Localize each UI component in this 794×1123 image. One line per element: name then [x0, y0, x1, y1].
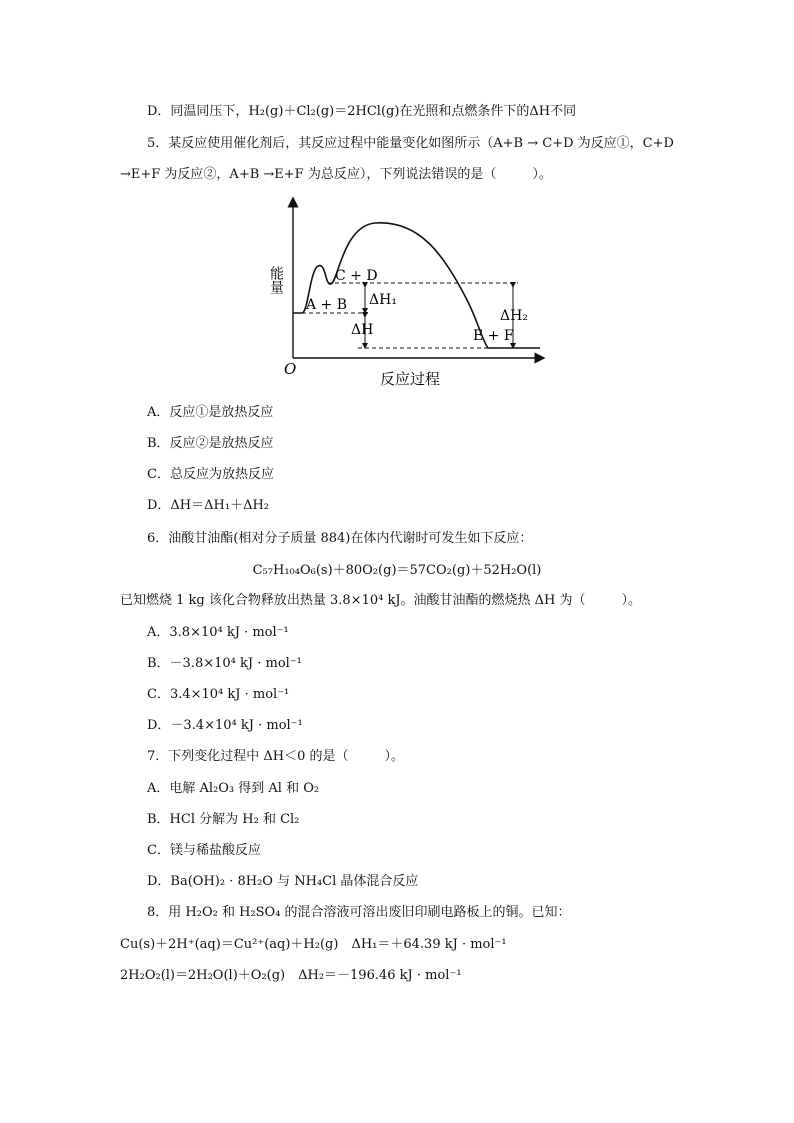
- q5-option-d: D．ΔH＝ΔH₁＋ΔH₂: [147, 498, 270, 513]
- cd-label: C + D: [335, 268, 378, 284]
- q7-option-a: A．电解 Al₂O₃ 得到 Al 和 O₂: [147, 781, 320, 796]
- origin-label: O: [284, 360, 297, 378]
- q7-option-c: C．镁与稀盐酸反应: [147, 843, 261, 858]
- energy-diagram: [268, 192, 558, 392]
- y-axis-label: 能量: [268, 266, 284, 294]
- q6-stem-line3: 已知燃烧 1 kg 该化合物释放出热量 3.8×10⁴ kJ。油酸甘油酯的燃烧热 ΔH 为（ ）。: [120, 593, 642, 608]
- dh1-label: ΔH₁: [369, 292, 397, 308]
- q7-option-d: D．Ba(OH)₂ · 8H₂O 与 NH₄Cl 晶体混合反应: [147, 874, 419, 889]
- q5-option-b: B．反应②是放热反应: [147, 436, 274, 451]
- q7-stem: 7．下列变化过程中 ΔH＜0 的是（ ）。: [147, 749, 405, 764]
- ab-label: A + B: [306, 297, 348, 313]
- q5-stem-line1: 5．某反应使用催化剂后，其反应过程中能量变化如图所示（A+B → C+D 为反应①，C+D: [147, 136, 674, 151]
- q6-option-b: B．－3.8×10⁴ kJ · mol⁻¹: [147, 656, 302, 671]
- q5-stem-line2: →E+F 为反应②，A+B →E+F 为总反应），下列说法错误的是（ ）。: [120, 167, 552, 182]
- q6-equation: C₅₇H₁₀₄O₆(s)＋80O₂(g)＝57CO₂(g)＋52H₂O(l): [252, 563, 542, 578]
- q8-equation-1: Cu(s)＋2H⁺(aq)＝Cu²⁺(aq)＋H₂(g) ΔH₁＝＋64.39 kJ · mol⁻¹: [120, 937, 507, 952]
- q6-option-d: D．－3.4×10⁴ kJ · mol⁻¹: [147, 718, 303, 733]
- dh2-label: ΔH₂: [500, 308, 528, 324]
- dh-label: ΔH: [351, 322, 374, 338]
- q5-option-c: C．总反应为放热反应: [147, 467, 274, 482]
- q4-option-d: D．同温同压下，H₂(g)＋Cl₂(g)＝2HCl(g)在光照和点燃条件下的ΔH不同: [147, 104, 577, 119]
- q6-stem: 6．油酸甘油酯(相对分子质量 884)在体内代谢时可发生如下反应：: [147, 531, 533, 546]
- ef-label: E + F: [473, 328, 514, 344]
- q5-option-a: A．反应①是放热反应: [147, 405, 274, 420]
- q8-stem: 8．用 H₂O₂ 和 H₂SO₄ 的混合溶液可溶出废旧印刷电路板上的铜。已知：: [147, 905, 571, 920]
- q8-equation-2: 2H₂O₂(l)＝2H₂O(l)＋O₂(g) ΔH₂＝－196.46 kJ · mol⁻¹: [120, 968, 462, 983]
- q6-option-c: C．3.4×10⁴ kJ · mol⁻¹: [147, 687, 290, 702]
- x-axis-label: 反应过程: [380, 370, 441, 388]
- q6-option-a: A．3.8×10⁴ kJ · mol⁻¹: [147, 625, 289, 640]
- q7-option-b: B．HCl 分解为 H₂ 和 Cl₂: [147, 812, 300, 827]
